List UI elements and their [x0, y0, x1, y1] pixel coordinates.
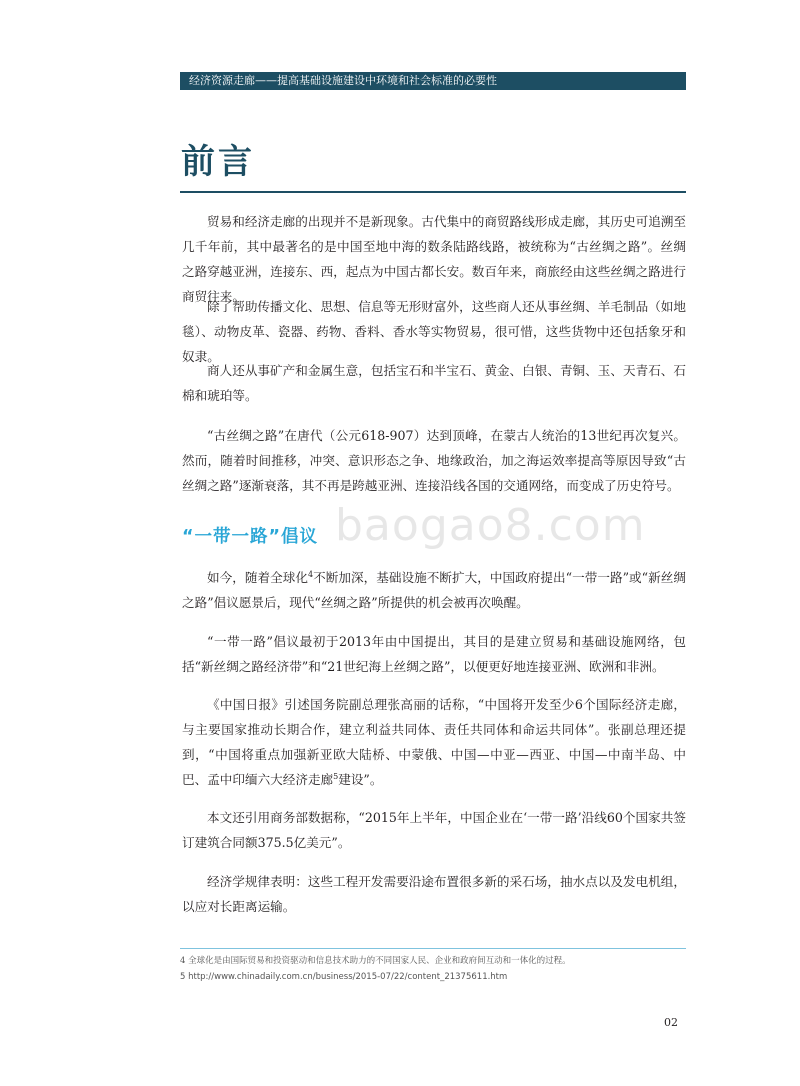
footnote-4: 4 全球化是由国际贸易和投资驱动和信息技术助力的不同国家人民、企业和政府间互动和一体化的过程。: [180, 956, 571, 966]
footnote-ref-4: 4: [308, 569, 314, 579]
intro-paragraph-1: 贸易和经济走廊的出现并不是新现象。古代集中的商贸路线形成走廊，其历史可追溯至几千年前，其中最著名的是中国至地中海的数条陆路线路，被统称为“古丝绸之路”。丝绸之路穿越亚洲，连接东、西，起点为中国古都长安。数百年来，商旅经由这些丝绸之路进行商贸往来。: [182, 214, 686, 304]
section-paragraph-3-end: 建设”。: [338, 772, 383, 787]
title-divider: [180, 191, 686, 193]
intro-paragraph-3: 商人还从事矿产和金属生意，包括宝石和半宝石、黄金、白银、青铜、玉、天青石、石棉和琥珀等。: [182, 363, 686, 403]
running-header: [180, 72, 686, 90]
section-paragraph-5: 经济学规律表明：这些工程开发需要沿途布置很多新的采石场，抽水点以及发电机组，以应对长距离运输。: [182, 874, 686, 914]
section-paragraph-1-end: 不断加深，基础设施不断扩大，中国政府提出“一带一路”或“新丝绸之路”倡议愿景后，现代“丝绸之路”所提供的机会被再次唤醒。: [182, 570, 686, 610]
section-paragraph-2: “一带一路”倡议最初于2013年由中国提出，其目的是建立贸易和基础设施网络，包括“新丝绸之路经济带”和“21世纪海上丝绸之路”，以便更好地连接亚洲、欧洲和非洲。: [182, 634, 686, 674]
intro-paragraph-2: 除了帮助传播文化、思想、信息等无形财富外，这些商人还从事丝绸、羊毛制品（如地毯）、动物皮革、瓷器、药物、香料、香水等实物贸易，很可惜，这些货物中还包括象牙和奴隶。: [182, 299, 686, 364]
footnote-ref-5: 5: [333, 771, 339, 781]
section-paragraph-3: [182, 692, 686, 792]
section-heading: “一带一路”倡议: [182, 527, 319, 547]
intro-paragraph-4: “古丝绸之路”在唐代（公元618-907）达到顶峰，在蒙古人统治的13世纪再次复兴。然而，随着时间推移，冲突、意识形态之争、地缘政治，加之海运效率提高等原因导致“古丝绸之路”逐渐衰落，其不再是跨越亚洲、连接沿线各国的交通网络，而变成了历史符号。: [182, 428, 686, 493]
section-paragraph-1: [182, 565, 686, 615]
section-paragraph-1-start: 如今，随着全球化: [207, 570, 308, 585]
page-title: 前言: [181, 142, 255, 182]
footnote-divider: [180, 948, 686, 949]
section-paragraph-3-start: 《中国日报》引述国务院副总理张高丽的话称，“中国将开发至少6个国际经济走廊，与主要国家推动长期合作，建立利益共同体、责任共同体和命运共同体”。张副总理还提到，“中国将重点加强新亚欧大陆桥、中蒙俄、中国—中亚—西亚、中国—中南半岛、中巴、孟中印缅六大经济走廊: [182, 697, 686, 787]
watermark: baogao8.com: [335, 500, 646, 551]
footnote-5: 5 http://www.chinadaily.com.cn/business/2015-07/22/content_21375611.htm: [180, 972, 508, 982]
section-paragraph-4: 本文还引用商务部数据称，“2015年上半年，中国企业在‘一带一路’沿线60个国家共签订建筑合同额375.5亿美元”。: [182, 810, 686, 850]
running-header-text: 经济资源走廊——提高基础设施建设中环境和社会标准的必要性: [189, 74, 497, 87]
page-number: 02: [664, 1016, 678, 1029]
